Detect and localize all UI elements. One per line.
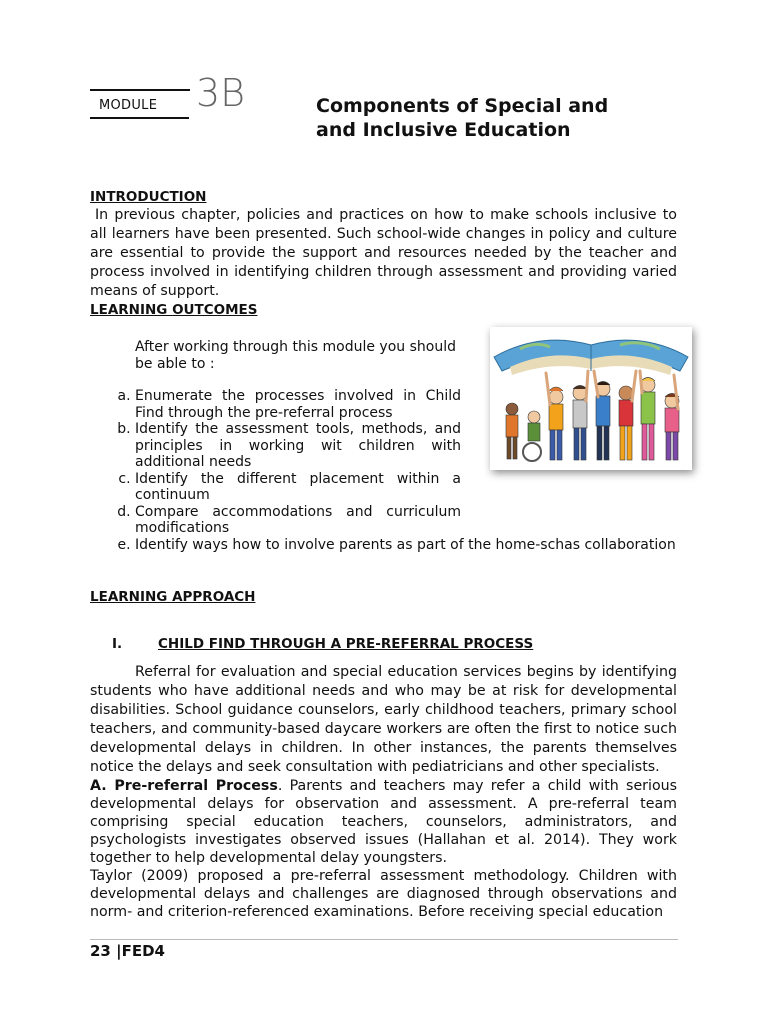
introduction-heading: INTRODUCTION [90, 189, 207, 205]
page-footer: 23 |FED4 [90, 942, 165, 960]
section-title: CHILD FIND THROUGH A PRE-REFERRAL PROCESS [158, 636, 534, 652]
outcome-item: e. Identify ways how to involve parents as part of the home-schas collaboration [135, 537, 680, 554]
outcome-item: b. Identify the assessment tools, methods, and principles in working wit children with additional needs [135, 421, 461, 471]
module-top-rule [90, 89, 190, 91]
paragraph-taylor: Taylor (2009) proposed a pre-referral assessment methodology. Children with developmental delays and challenges are diagnosed through observations and norm- and criterion-referenced examinations. Before receiving special education [90, 868, 677, 920]
section-number: I. [112, 636, 123, 652]
section-heading [112, 636, 533, 652]
prereferral-heading: A. Pre-referral Process [90, 778, 278, 794]
introduction-body: In previous chapter, policies and practices on how to make schools inclusive to all learners have been presented. Such school-wide changes in policy and culture are essential to provide the support and resources needed by the teacher and process involved in identifying children through assessment and providing varied means of support. [90, 207, 677, 299]
outcome-item: d. Compare accommodations and curriculum modifications [135, 504, 461, 537]
module-label: MODULE [99, 98, 158, 113]
footer-rule [90, 939, 678, 940]
paragraph-prereferral [90, 777, 677, 867]
module-number: 3B [196, 71, 246, 115]
children-holding-book-icon [490, 327, 692, 470]
outcome-item: a. Enumerate the processes involved in Child Find through the pre-referral process [135, 388, 461, 421]
title-line-1: Components of Special and [316, 95, 609, 117]
prereferral-text: . Parents and teachers may refer a child with serious developmental delays for observation and assessment. A pre-referral team comprising special education teachers, counselors, administrators, and psychologists investigates observed issues (Hallahan et al. 2014). They work together to help developmental delay youngsters. [90, 778, 678, 866]
outcomes-heading: LEARNING OUTCOMES [90, 302, 258, 318]
page-title [316, 94, 716, 142]
outcomes-lead: After working through this module you should be able to : [135, 339, 456, 372]
module-bottom-rule [90, 117, 189, 119]
outcome-item: c. Identify the different placement within a continuum [135, 471, 461, 504]
paragraph-referral: Referral for evaluation and special education services begins by identifying students who have additional needs and who may be at risk for developmental disabilities. School guidance counselors, early childhood teachers, primary school teachers, and community-based daycare workers are often the first to notice such developmental delays in children. In other instances, the parents themselves notice the delays and seek consultation with pediatricians and other specialists. [90, 664, 677, 775]
children-book-illustration [490, 327, 692, 470]
approach-heading: LEARNING APPROACH [90, 589, 256, 605]
title-line-2: and Inclusive Education [316, 119, 571, 141]
